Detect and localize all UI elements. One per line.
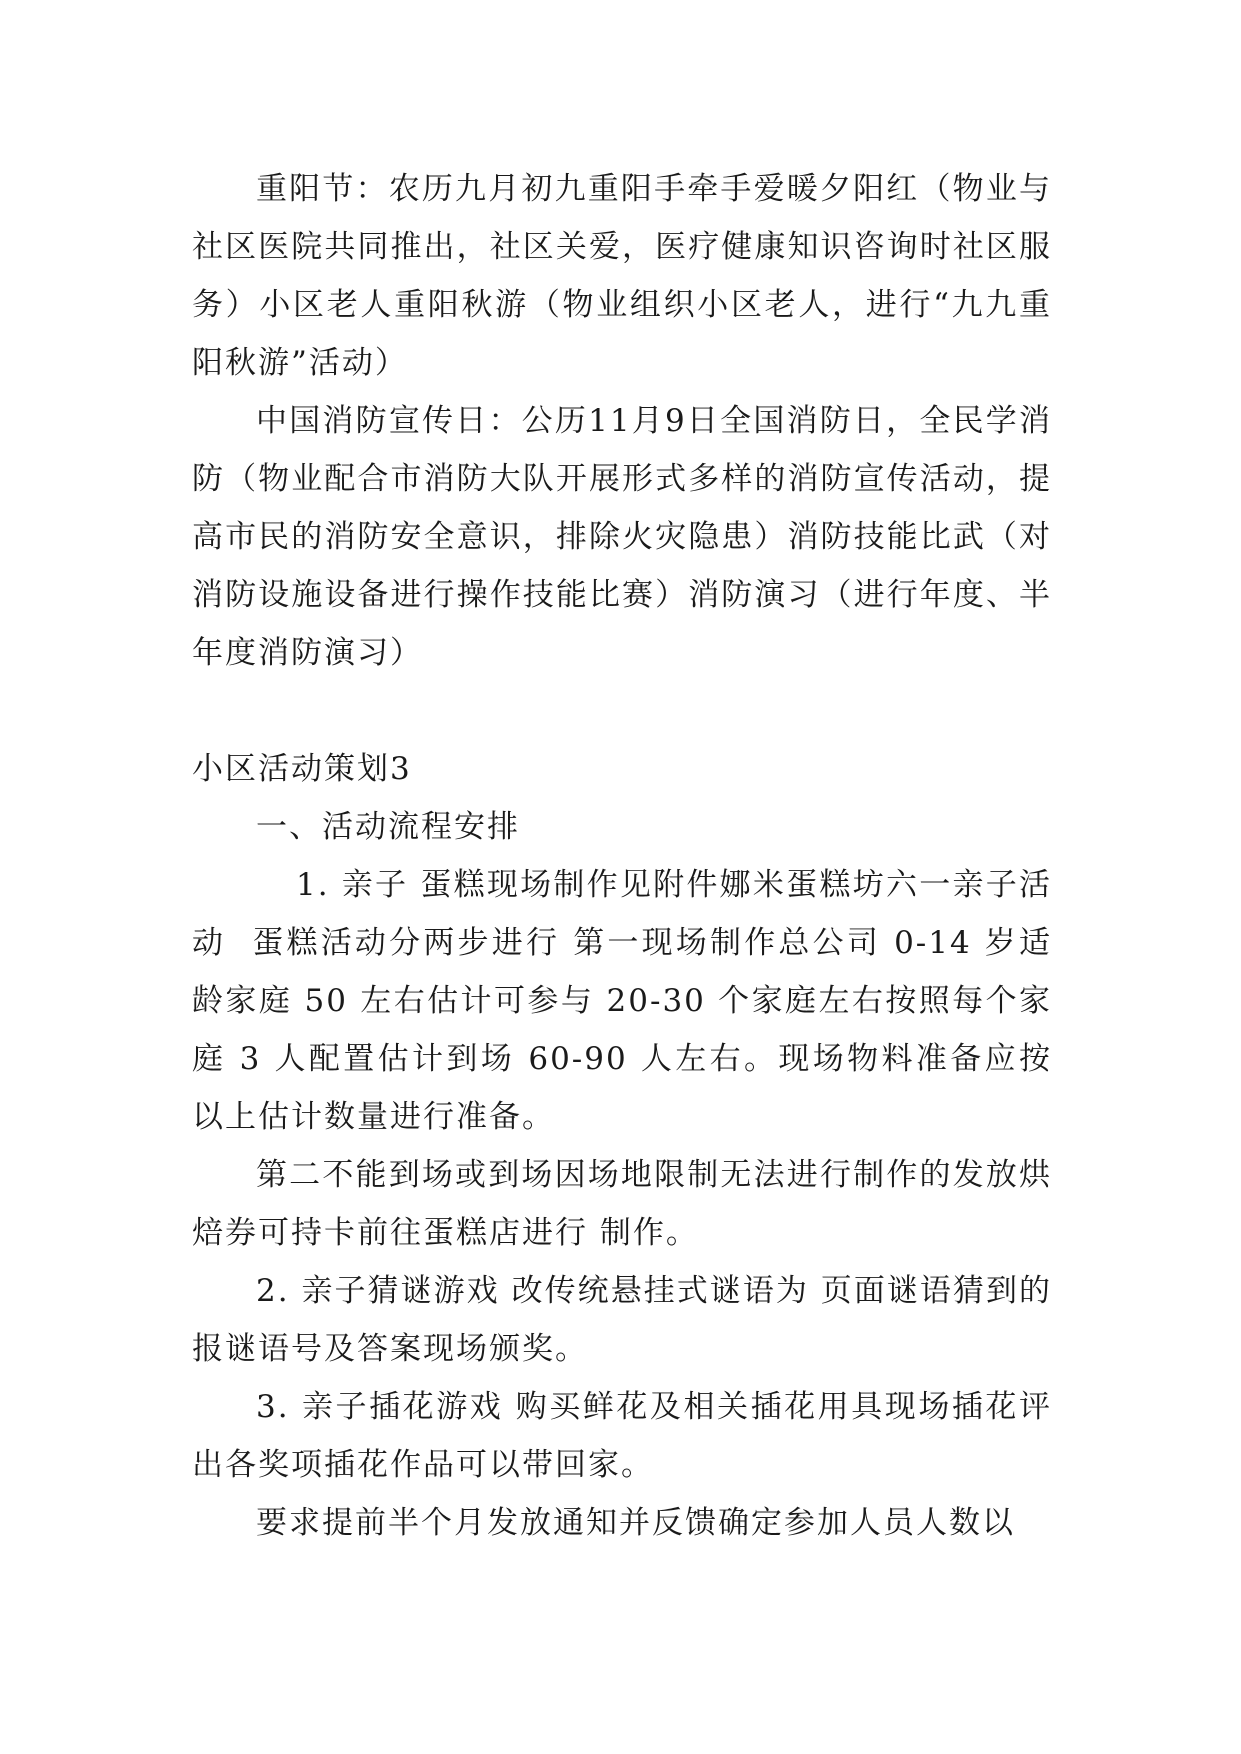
paragraph-item-3: 3. 亲子插花游戏 购买鲜花及相关插花用具现场插花评出各奖项插花作品可以带回家。 <box>192 1389 1052 1483</box>
paragraph-spacer <box>192 682 1052 740</box>
paragraph-requirement: 要求提前半个月发放通知并反馈确定参加人员人数以 <box>256 1505 1015 1541</box>
subsection-heading: 一、活动流程安排 <box>256 809 520 845</box>
paragraph-fire-day: 中国消防宣传日：公历11月9日全国消防日，全民学消防（物业配合市消防大队开展形式多样的消防宣传活动，提高市民的消防安全意识，排除火灾隐患）消防技能比武（对消防设施设备进行操作技能比赛）消防演习（进行年度、半年度消防演习） <box>192 403 1052 671</box>
document-body <box>192 160 1052 1552</box>
paragraph-item-1: 1. 亲子 蛋糕现场制作见附件娜米蛋糕坊六一亲子活动 蛋糕活动分两步进行 第一现场制作总公司 0-14 岁适龄家庭 50 左右估计可参与 20-30 个家庭左右按照每个家庭 3 人配置估计到场 60-90 人左右。现场物料准备应按以上估计数量进行准备。 <box>192 867 1052 1135</box>
paragraph-item-1-part-2: 第二不能到场或到场因场地限制无法进行制作的发放烘焙券可持卡前往蛋糕店进行 制作。 <box>192 1157 1052 1251</box>
paragraph-chongyang: 重阳节：农历九月初九重阳手牵手爱暖夕阳红（物业与社区医院共同推出，社区关爱，医疗健康知识咨询时社区服务）小区老人重阳秋游（物业组织小区老人，进行“九九重阳秋游”活动） <box>192 171 1052 381</box>
section-heading: 小区活动策划3 <box>192 751 412 787</box>
paragraph-item-2: 2. 亲子猜谜游戏 改传统悬挂式谜语为 页面谜语猜到的报谜语号及答案现场颁奖。 <box>192 1273 1052 1367</box>
